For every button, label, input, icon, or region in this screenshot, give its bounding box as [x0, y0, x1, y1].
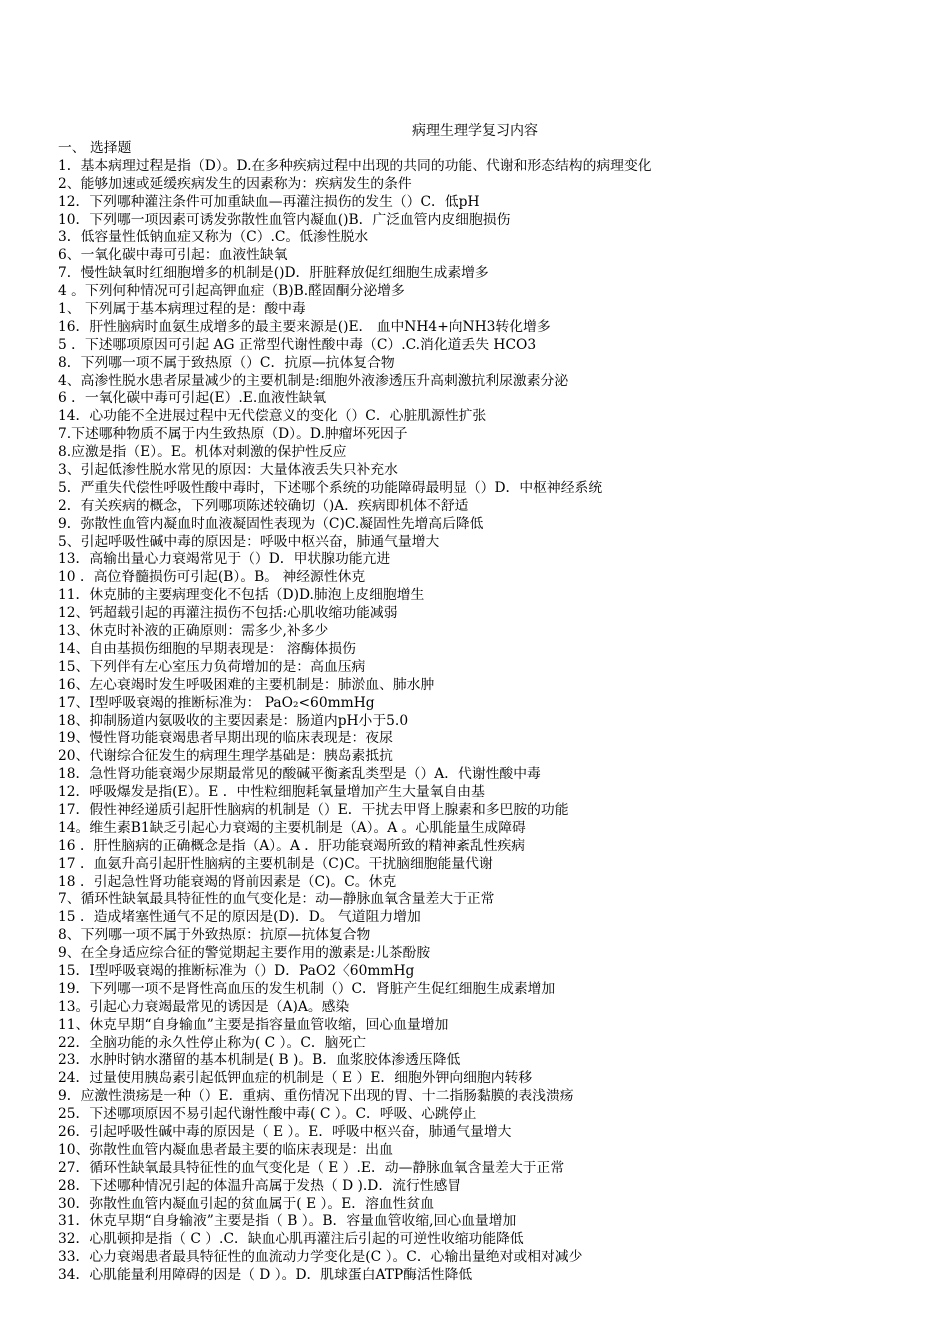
question-line: 15．I型呼吸衰竭的推断标准为（）D．PaO2〈60mmHg [58, 962, 415, 979]
question-line: 13．高输出量心力衰竭常见于（）D．甲状腺功能亢进 [58, 551, 391, 568]
question-line: 14．心功能不全进展过程中无代偿意义的变化（）C．心脏肌源性扩张 [58, 408, 487, 425]
question-line: 1．基本病理过程是指（D）。D.在多种疾病过程中出现的共同的功能、代谢和形态结构的病理变化 [58, 157, 652, 174]
question-line: 11、休克早期“自身输血”主要是指容量血管收缩，回心血量增加 [58, 1016, 449, 1033]
question-line: 26．引起呼吸性碱中毒的原因是（ E ）。E．呼吸中枢兴奋，肺通气量增大 [58, 1123, 512, 1140]
question-line: 7、循环性缺氧最具特征性的血气变化是：动—静脉血氧含量差大于正常 [58, 891, 495, 908]
question-line: 24．过量使用胰岛素引起低钾血症的机制是（ E ）E．细胞外钾向细胞内转移 [58, 1070, 533, 1087]
question-line: 7．慢性缺氧时红细胞增多的机制是()D．肝脏释放促红细胞生成素增多 [58, 265, 489, 282]
question-line: 8．下列哪一项不属于致热原（）C．抗原—抗体复合物 [58, 354, 395, 371]
question-line: 22．全脑功能的永久性停止称为( C ）。C．脑死亡 [58, 1034, 367, 1051]
question-line: 8、下列哪一项不属于外致热原：抗原—抗体复合物 [58, 927, 371, 944]
question-line: 12．呼吸爆发是指(E）。E ．中性粒细胞耗氧量增加产生大量氧自由基 [58, 784, 485, 801]
question-line: 13。引起心力衰竭最常见的诱因是（A)A。感染 [58, 998, 350, 1015]
question-line: 32．心肌顿抑是指（ C ）.C．缺血心肌再灌注后引起的可逆性收缩功能降低 [58, 1231, 524, 1248]
question-line: 12．下列哪种灌注条件可加重缺血—再灌注损伤的发生（）C．低pH [58, 193, 480, 210]
question-line: 7.下述哪种物质不属于内生致热原（D）。D.肿瘤坏死因子 [58, 426, 408, 443]
question-line: 17 ．血氨升高引起肝性脑病的主要机制是（C)C。干扰脑细胞能量代谢 [58, 855, 493, 872]
question-line: 15 ．造成堵塞性通气不足的原因是(D)．D。 气道阻力增加 [58, 909, 421, 926]
question-line: 16．肝性脑病时血氨生成增多的最主要来源是()E． 血中NH4+向NH3转化增多 [58, 318, 551, 335]
question-line: 2．有关疾病的概念，下列哪项陈述较确切（)A．疾病即机体不舒适 [58, 497, 469, 514]
question-line: 10．下列哪一项因素可诱发弥散性血管内凝血()B．广泛血管内皮细胞损伤 [58, 211, 511, 228]
question-line: 13、休克时补液的正确原则：需多少,补多少 [58, 623, 329, 640]
question-line: 5 ．下述哪项原因可引起 AG 正常型代谢性酸中毒（C）.C.消化道丢失 HCO3 [58, 336, 537, 353]
question-line: 9．应激性溃疡是一种（）E．重病、重伤情况下出现的胃、十二指肠黏膜的表浅溃疡 [58, 1088, 574, 1105]
question-line: 10 ．高位脊髓损伤可引起(B）。B。 神经源性休克 [58, 569, 366, 586]
question-line: 15、下列伴有左心室压力负荷增加的是：高血压病 [58, 658, 366, 675]
question-line: 6、一氧化碳中毒可引起：血液性缺氧 [58, 247, 288, 264]
question-line: 25．下述哪项原因不易引起代谢性酸中毒( C ）。C．呼吸、心跳停止 [58, 1106, 477, 1123]
question-line: 16、左心衰竭时发生呼吸困难的主要机制是：肺淤血、肺水肿 [58, 676, 435, 693]
question-line: 16 ．肝性脑病的正确概念是指（A）。A ．肝功能衰竭所致的精神紊乱性疾病 [58, 837, 526, 854]
question-line: 3、引起低渗性脱水常见的原因：大量体液丢失只补充水 [58, 462, 398, 479]
document-title: 病理生理学复习内容 [412, 123, 538, 139]
question-line: 30．弥散性血管内凝血引起的贫血属于( E ）。E．溶血性贫血 [58, 1195, 435, 1212]
question-line: 6 ．一氧化碳中毒可引起(E）.E.血液性缺氧 [58, 390, 327, 407]
question-line: 20、代谢综合征发生的病理生理学基础是：胰岛素抵抗 [58, 748, 393, 765]
question-line: 4 。下列何种情况可引起高钾血症（B)B.醛固酮分泌增多 [58, 283, 405, 300]
question-line: 27．循环性缺氧最具特征性的血气变化是（ E ）.E．动—静脉血氧含量差大于正常 [58, 1159, 565, 1176]
question-line: 14、自由基损伤细胞的早期表现是： 溶酶体损伤 [58, 640, 356, 657]
section-heading: 一、 选择题 [58, 140, 132, 156]
question-line: 17．假性神经递质引起肝性脑病的机制是（）E．干扰去甲肾上腺素和多巴胺的功能 [58, 801, 569, 818]
question-line: 14。维生素B1缺乏引起心力衰竭的主要机制是（A）。A 。心肌能量生成障碍 [58, 819, 526, 836]
question-line: 9、在全身适应综合征的警觉期起主要作用的激素是:儿茶酚胺 [58, 945, 431, 962]
question-line: 34．心肌能量利用障碍的因是（ D ）。D．肌球蛋白ATP酶活性降低 [58, 1267, 473, 1284]
question-line: 18、抑制肠道内氨吸收的主要因素是：肠道内pH小于5.0 [58, 712, 409, 729]
question-line: 12、钙超载引起的再灌注损伤不包括:心肌收缩功能减弱 [58, 605, 398, 622]
question-line: 19．下列哪一项不是肾性高血压的发生机制（）C．肾脏产生促红细胞生成素增加 [58, 980, 556, 997]
question-line: 3．低容量性低钠血症又称为（C）.C。低渗性脱水 [58, 229, 369, 246]
question-line: 5．严重失代偿性呼吸性酸中毒时，下述哪个系统的功能障碍最明显（）D．中枢神经系统 [58, 479, 603, 496]
question-line: 1、 下列属于基本病理过程的是：酸中毒 [58, 301, 306, 318]
question-line: 5、引起呼吸性碱中毒的原因是：呼吸中枢兴奋，肺通气量增大 [58, 533, 440, 550]
question-line: 17、I型呼吸衰竭的推断标准为： PaO₂<60mmHg [58, 694, 375, 711]
question-line: 33．心力衰竭患者最具特征性的血流动力学变化是(C ）。C．心输出量绝对或相对减少 [58, 1249, 583, 1266]
question-line: 11．休克肺的主要病理变化不包括（D)D.肺泡上皮细胞增生 [58, 587, 425, 604]
question-line: 18．急性肾功能衰竭少尿期最常见的酸碱平衡紊乱类型是（）A．代谢性酸中毒 [58, 766, 541, 783]
question-line: 8.应激是指（E）。E。机体对刺激的保护性反应 [58, 444, 347, 461]
question-line: 9．弥散性血管内凝血时血液凝固性表现为（C)C.凝固性先增高后降低 [58, 515, 484, 532]
question-line: 10、弥散性血管内凝血患者最主要的临床表现是：出血 [58, 1141, 393, 1158]
question-line: 4、高渗性脱水患者尿量减少的主要机制是:细胞外液渗透压升高刺激抗利尿激素分泌 [58, 372, 569, 389]
question-list [58, 140, 938, 1285]
question-line: 19、慢性肾功能衰竭患者早期出现的临床表现是：夜尿 [58, 730, 393, 747]
question-line: 28．下述哪种情况引起的体温升高属于发热（ D ).D．流行性感冒 [58, 1177, 462, 1194]
question-line: 31．休克早期“自身输液”主要是指（ B ）。B．容量血管收缩,回心血量增加 [58, 1213, 517, 1230]
question-line: 2、能够加速或延缓疾病发生的因素称为：疾病发生的条件 [58, 175, 412, 192]
question-line: 23．水肿时钠水潴留的基本机制是( B )。B．血浆胶体渗透压降低 [58, 1052, 461, 1069]
question-line: 18 ．引起急性肾功能衰竭的肾前因素是（C)。C。休克 [58, 873, 397, 890]
